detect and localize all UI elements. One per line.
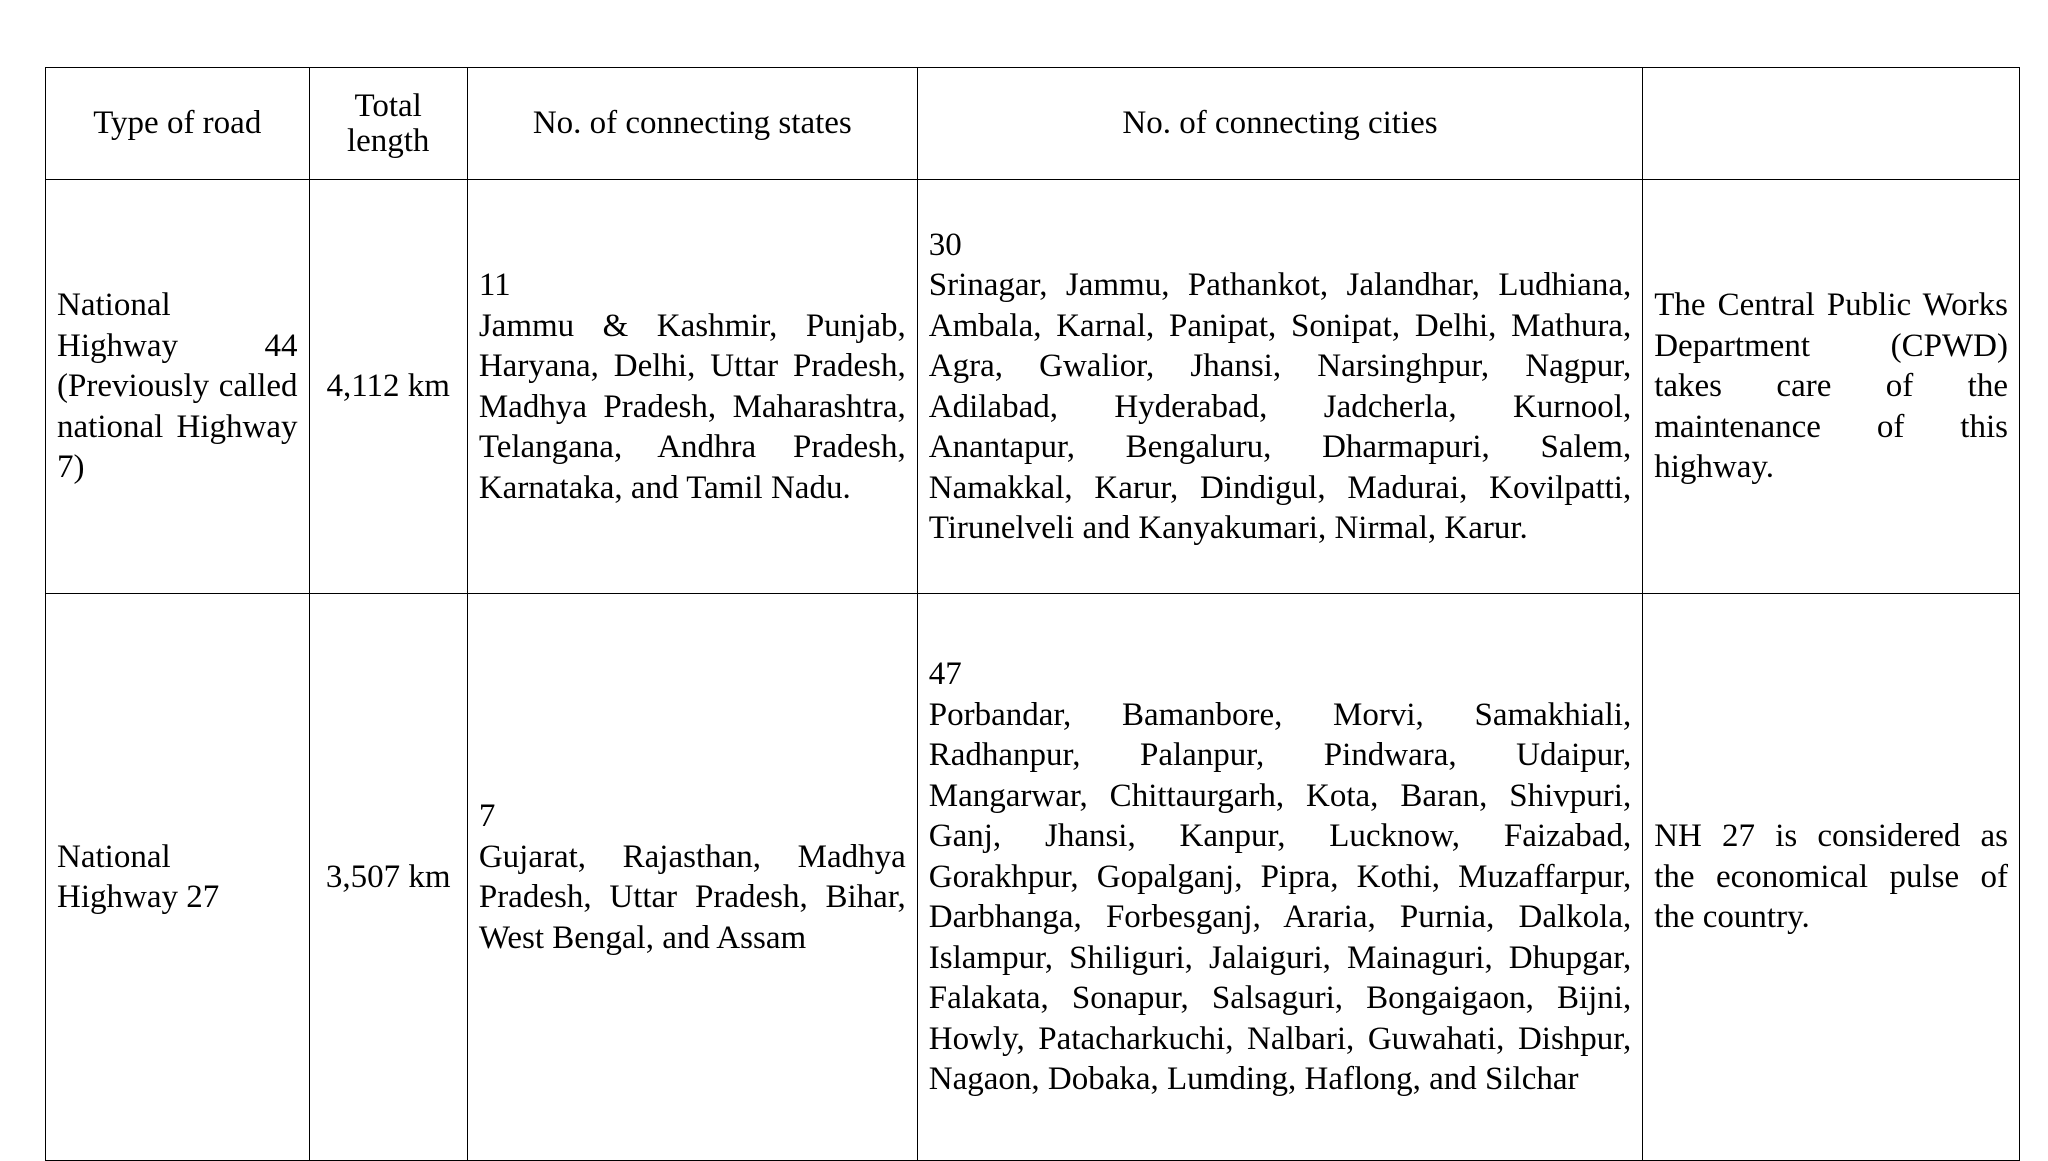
header-type-of-road: Type of road [46, 68, 310, 180]
connecting-states-cell [467, 180, 917, 594]
cities-list: Srinagar, Jammu, Pathankot, Jalandhar, Ludhiana, Ambala, Karnal, Panipat, Sonipat, Delhi, Mathura, Agra, Gwalior, Jhansi, Narsinghpur, Nagpur, Adilabad, Hyderabad, Jadcherla, Kurnool, Anantapur, Bengaluru, Dharmapuri, Salem, Namakkal, Karur, Dindigul, Madurai, Kovilpatti, Tirunelveli and Kanyakumari, Nirmal, Karur. [928, 267, 1632, 546]
table-row [46, 594, 2020, 1161]
states-list: Gujarat, Rajasthan, Madhya Pradesh, Uttar Pradesh, Bihar, West Bengal, and Assam [478, 838, 906, 956]
type-of-road-cell [46, 594, 310, 1161]
header-total-length: Total length [309, 68, 467, 180]
total-length-cell [309, 180, 467, 594]
table-row [46, 180, 2020, 594]
notes-cell [1643, 180, 2020, 594]
total-length-text: 4,112 km [326, 368, 450, 405]
states-count: 11 [478, 267, 511, 303]
type-of-road-cell [46, 180, 310, 594]
highways-table [45, 67, 2020, 1161]
notes-text: The Central Public Works Department (CPWD) takes care of the maintenance of this highway. [1654, 287, 2008, 486]
header-connecting-states: No. of connecting states [467, 68, 917, 180]
cities-list: Porbandar, Bamanbore, Morvi, Samakhiali, Radhanpur, Palanpur, Pindwara, Udaipur, Mangarwar, Chittaurgarh, Kota, Baran, Shivpuri, Ganj, Jhansi, Kanpur, Lucknow, Faizabad, Gorakhpur, Gopalganj, Pipra, Kothi, Muzaffarpur, Darbhanga, Forbesganj, Araria, Purnia, Dalkola, Islampur, Shiliguri, Jalaiguri, Mainaguri, Dhupgar, Falakata, Sonapur, Salsaguri, Bongaigaon, Bijni, Howly, Patacharkuchi, Nalbari, Guwahati, Dishpur, Nagaon, Dobaka, Lumding, Haflong, and Silchar [928, 696, 1632, 1098]
connecting-cities-cell [917, 180, 1642, 594]
connecting-cities-cell [917, 594, 1642, 1161]
total-length-text: 3,507 km [325, 858, 451, 895]
cities-count: 30 [928, 226, 962, 263]
states-list: Jammu & Kashmir, Punjab, Haryana, Delhi, Uttar Pradesh, Madhya Pradesh, Maharashtra, Telangana, Andhra Pradesh, Karnataka, and Tamil Nadu. [478, 307, 906, 506]
header-notes [1643, 68, 2020, 180]
header-connecting-cities: No. of connecting cities [917, 68, 1642, 180]
cities-count: 47 [928, 656, 962, 693]
type-of-road-text: National Highway 27 [57, 838, 220, 915]
states-count: 7 [478, 798, 496, 834]
total-length-cell [309, 594, 467, 1161]
type-of-road-text: National Highway 44 (Previously called national Highway 7) [57, 287, 298, 486]
connecting-states-cell [467, 594, 917, 1161]
notes-cell [1643, 594, 2020, 1161]
header-row [46, 68, 2020, 180]
notes-text: NH 27 is considered as the economical pulse of the country. [1654, 818, 2008, 936]
